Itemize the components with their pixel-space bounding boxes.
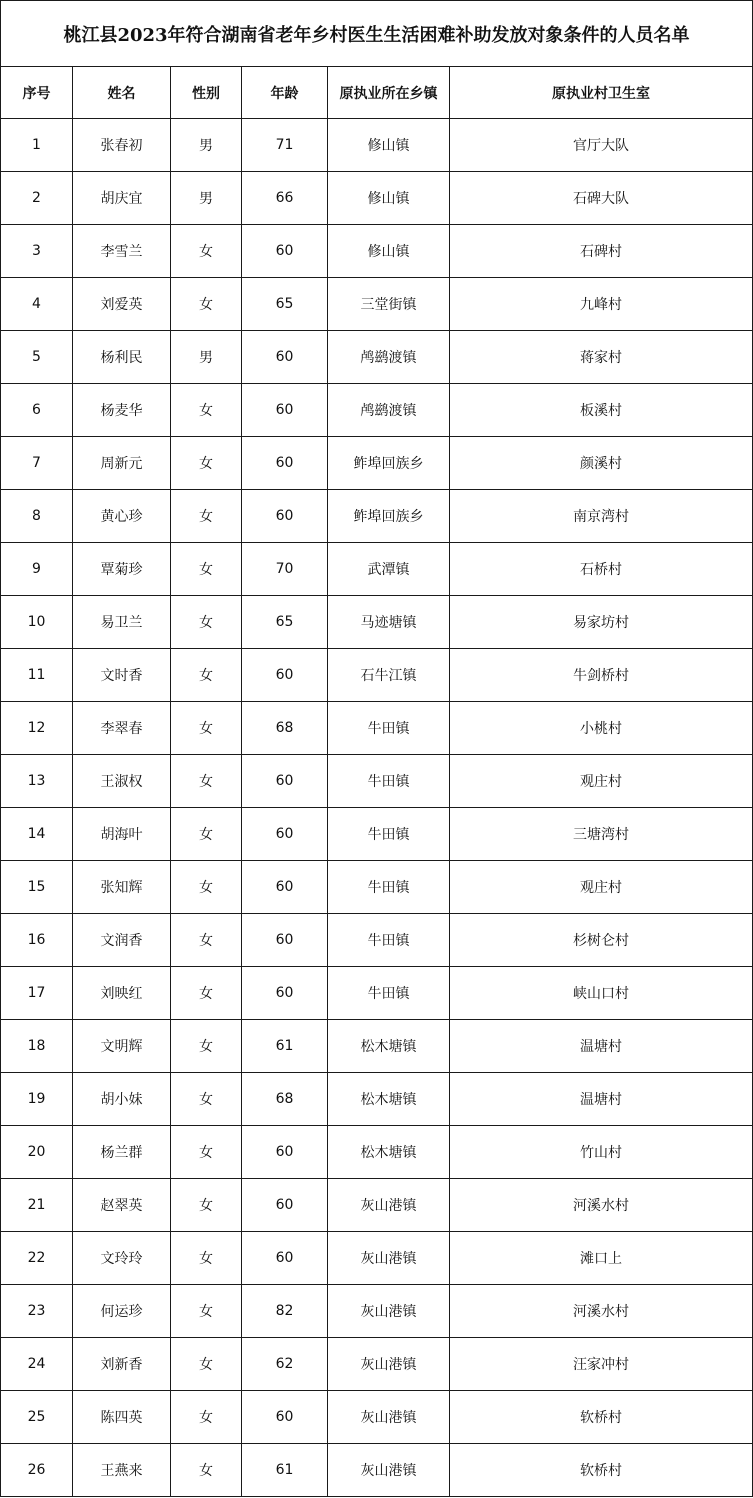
- cell-age: 60: [242, 649, 328, 702]
- cell-clinic: 观庄村: [450, 755, 753, 808]
- document-title: 桃江县2023年符合湖南省老年乡村医生生活困难补助发放对象条件的人员名单: [1, 1, 753, 67]
- cell-name: 周新元: [73, 437, 171, 490]
- cell-serial: 8: [1, 490, 73, 543]
- cell-gender: 女: [171, 1232, 242, 1285]
- cell-township: 鸬鹚渡镇: [328, 384, 450, 437]
- cell-township: 灰山港镇: [328, 1391, 450, 1444]
- table-row: [1, 1338, 753, 1391]
- column-header-name: 姓名: [73, 67, 171, 119]
- cell-township: 修山镇: [328, 172, 450, 225]
- table-row: [1, 967, 753, 1020]
- cell-gender: 女: [171, 384, 242, 437]
- table-row: [1, 1126, 753, 1179]
- cell-serial: 25: [1, 1391, 73, 1444]
- cell-gender: 女: [171, 861, 242, 914]
- cell-serial: 11: [1, 649, 73, 702]
- cell-serial: 9: [1, 543, 73, 596]
- header-row: [1, 67, 753, 119]
- cell-gender: 女: [171, 1338, 242, 1391]
- table-row: [1, 1232, 753, 1285]
- cell-age: 82: [242, 1285, 328, 1338]
- cell-age: 70: [242, 543, 328, 596]
- cell-clinic: 软桥村: [450, 1444, 753, 1497]
- cell-age: 60: [242, 331, 328, 384]
- cell-township: 灰山港镇: [328, 1179, 450, 1232]
- cell-name: 黄心珍: [73, 490, 171, 543]
- table-row: [1, 225, 753, 278]
- cell-clinic: 峡山口村: [450, 967, 753, 1020]
- cell-clinic: 河溪水村: [450, 1285, 753, 1338]
- cell-clinic: 颜溪村: [450, 437, 753, 490]
- cell-name: 胡庆宜: [73, 172, 171, 225]
- cell-serial: 20: [1, 1126, 73, 1179]
- cell-gender: 女: [171, 437, 242, 490]
- cell-name: 杨兰群: [73, 1126, 171, 1179]
- cell-clinic: 石碑大队: [450, 172, 753, 225]
- cell-age: 60: [242, 437, 328, 490]
- table-row: [1, 278, 753, 331]
- cell-serial: 6: [1, 384, 73, 437]
- cell-serial: 16: [1, 914, 73, 967]
- cell-serial: 5: [1, 331, 73, 384]
- cell-name: 刘映红: [73, 967, 171, 1020]
- cell-township: 牛田镇: [328, 861, 450, 914]
- cell-name: 赵翠英: [73, 1179, 171, 1232]
- cell-name: 文玲玲: [73, 1232, 171, 1285]
- cell-name: 文时香: [73, 649, 171, 702]
- cell-age: 60: [242, 1232, 328, 1285]
- cell-serial: 23: [1, 1285, 73, 1338]
- cell-serial: 1: [1, 119, 73, 172]
- cell-township: 鲊埠回族乡: [328, 490, 450, 543]
- cell-township: 牛田镇: [328, 914, 450, 967]
- table-row: [1, 649, 753, 702]
- cell-township: 石牛江镇: [328, 649, 450, 702]
- cell-clinic: 温塘村: [450, 1020, 753, 1073]
- cell-name: 胡海叶: [73, 808, 171, 861]
- roster-body: [1, 119, 753, 1497]
- cell-serial: 17: [1, 967, 73, 1020]
- cell-serial: 10: [1, 596, 73, 649]
- cell-name: 文明辉: [73, 1020, 171, 1073]
- cell-serial: 14: [1, 808, 73, 861]
- table-row: [1, 861, 753, 914]
- cell-age: 68: [242, 702, 328, 755]
- cell-name: 李翠春: [73, 702, 171, 755]
- cell-name: 覃菊珍: [73, 543, 171, 596]
- cell-serial: 7: [1, 437, 73, 490]
- cell-age: 60: [242, 1391, 328, 1444]
- cell-serial: 24: [1, 1338, 73, 1391]
- table-row: [1, 384, 753, 437]
- table-row: [1, 543, 753, 596]
- table-row: [1, 1444, 753, 1497]
- table-row: [1, 1285, 753, 1338]
- cell-clinic: 竹山村: [450, 1126, 753, 1179]
- cell-name: 王淑权: [73, 755, 171, 808]
- cell-age: 60: [242, 755, 328, 808]
- cell-gender: 女: [171, 278, 242, 331]
- cell-name: 王燕来: [73, 1444, 171, 1497]
- title-row: [1, 1, 753, 67]
- cell-gender: 女: [171, 1020, 242, 1073]
- cell-name: 胡小妹: [73, 1073, 171, 1126]
- table-row: [1, 1073, 753, 1126]
- column-header-gender: 性别: [171, 67, 242, 119]
- cell-name: 刘新香: [73, 1338, 171, 1391]
- cell-name: 陈四英: [73, 1391, 171, 1444]
- cell-serial: 2: [1, 172, 73, 225]
- cell-name: 刘爱英: [73, 278, 171, 331]
- cell-clinic: 石桥村: [450, 543, 753, 596]
- cell-township: 马迹塘镇: [328, 596, 450, 649]
- cell-gender: 男: [171, 331, 242, 384]
- table-row: [1, 755, 753, 808]
- cell-gender: 女: [171, 755, 242, 808]
- cell-age: 60: [242, 490, 328, 543]
- cell-serial: 18: [1, 1020, 73, 1073]
- cell-clinic: 汪家冲村: [450, 1338, 753, 1391]
- cell-serial: 19: [1, 1073, 73, 1126]
- cell-township: 松木塘镇: [328, 1126, 450, 1179]
- cell-township: 牛田镇: [328, 755, 450, 808]
- column-header-township: 原执业所在乡镇: [328, 67, 450, 119]
- cell-clinic: 南京湾村: [450, 490, 753, 543]
- cell-township: 修山镇: [328, 225, 450, 278]
- cell-clinic: 滩口上: [450, 1232, 753, 1285]
- cell-clinic: 小桃村: [450, 702, 753, 755]
- column-header-age: 年龄: [242, 67, 328, 119]
- table-row: [1, 1391, 753, 1444]
- cell-township: 灰山港镇: [328, 1444, 450, 1497]
- cell-township: 鲊埠回族乡: [328, 437, 450, 490]
- cell-name: 张春初: [73, 119, 171, 172]
- table-row: [1, 808, 753, 861]
- cell-age: 60: [242, 225, 328, 278]
- cell-age: 61: [242, 1020, 328, 1073]
- cell-age: 60: [242, 861, 328, 914]
- cell-serial: 21: [1, 1179, 73, 1232]
- cell-age: 65: [242, 278, 328, 331]
- cell-gender: 女: [171, 1179, 242, 1232]
- cell-township: 灰山港镇: [328, 1338, 450, 1391]
- cell-clinic: 石碑村: [450, 225, 753, 278]
- cell-serial: 22: [1, 1232, 73, 1285]
- cell-gender: 女: [171, 225, 242, 278]
- cell-gender: 女: [171, 596, 242, 649]
- cell-gender: 女: [171, 914, 242, 967]
- cell-serial: 13: [1, 755, 73, 808]
- cell-gender: 男: [171, 172, 242, 225]
- cell-age: 60: [242, 914, 328, 967]
- cell-gender: 女: [171, 1444, 242, 1497]
- table-row: [1, 1020, 753, 1073]
- cell-gender: 女: [171, 1126, 242, 1179]
- cell-township: 灰山港镇: [328, 1285, 450, 1338]
- column-header-clinic: 原执业村卫生室: [450, 67, 753, 119]
- cell-clinic: 杉树仑村: [450, 914, 753, 967]
- cell-township: 灰山港镇: [328, 1232, 450, 1285]
- cell-township: 三堂街镇: [328, 278, 450, 331]
- cell-gender: 女: [171, 543, 242, 596]
- table-row: [1, 1179, 753, 1232]
- cell-serial: 26: [1, 1444, 73, 1497]
- cell-township: 修山镇: [328, 119, 450, 172]
- cell-gender: 女: [171, 1391, 242, 1444]
- cell-serial: 3: [1, 225, 73, 278]
- cell-age: 60: [242, 967, 328, 1020]
- cell-gender: 男: [171, 119, 242, 172]
- cell-township: 松木塘镇: [328, 1073, 450, 1126]
- table-row: [1, 914, 753, 967]
- table-row: [1, 331, 753, 384]
- cell-name: 杨利民: [73, 331, 171, 384]
- cell-township: 鸬鹚渡镇: [328, 331, 450, 384]
- cell-serial: 15: [1, 861, 73, 914]
- cell-gender: 女: [171, 808, 242, 861]
- cell-clinic: 官厅大队: [450, 119, 753, 172]
- cell-name: 李雪兰: [73, 225, 171, 278]
- cell-township: 牛田镇: [328, 702, 450, 755]
- cell-serial: 4: [1, 278, 73, 331]
- table-row: [1, 172, 753, 225]
- cell-age: 65: [242, 596, 328, 649]
- cell-clinic: 三塘湾村: [450, 808, 753, 861]
- table-row: [1, 596, 753, 649]
- cell-gender: 女: [171, 649, 242, 702]
- cell-age: 62: [242, 1338, 328, 1391]
- cell-age: 60: [242, 808, 328, 861]
- cell-gender: 女: [171, 702, 242, 755]
- cell-age: 60: [242, 1179, 328, 1232]
- cell-clinic: 蒋家村: [450, 331, 753, 384]
- cell-gender: 女: [171, 1073, 242, 1126]
- cell-clinic: 河溪水村: [450, 1179, 753, 1232]
- table-row: [1, 119, 753, 172]
- table-row: [1, 490, 753, 543]
- cell-age: 68: [242, 1073, 328, 1126]
- cell-name: 张知辉: [73, 861, 171, 914]
- cell-name: 何运珍: [73, 1285, 171, 1338]
- cell-clinic: 观庄村: [450, 861, 753, 914]
- cell-name: 杨麦华: [73, 384, 171, 437]
- cell-name: 易卫兰: [73, 596, 171, 649]
- cell-clinic: 九峰村: [450, 278, 753, 331]
- cell-age: 60: [242, 1126, 328, 1179]
- cell-name: 文润香: [73, 914, 171, 967]
- cell-age: 71: [242, 119, 328, 172]
- cell-gender: 女: [171, 1285, 242, 1338]
- cell-clinic: 易家坊村: [450, 596, 753, 649]
- cell-clinic: 温塘村: [450, 1073, 753, 1126]
- cell-clinic: 软桥村: [450, 1391, 753, 1444]
- cell-clinic: 牛剑桥村: [450, 649, 753, 702]
- table-row: [1, 437, 753, 490]
- cell-township: 武潭镇: [328, 543, 450, 596]
- cell-age: 60: [242, 384, 328, 437]
- cell-clinic: 板溪村: [450, 384, 753, 437]
- cell-gender: 女: [171, 967, 242, 1020]
- cell-gender: 女: [171, 490, 242, 543]
- cell-township: 松木塘镇: [328, 1020, 450, 1073]
- column-header-serial: 序号: [1, 67, 73, 119]
- cell-township: 牛田镇: [328, 808, 450, 861]
- table-row: [1, 702, 753, 755]
- cell-serial: 12: [1, 702, 73, 755]
- cell-age: 66: [242, 172, 328, 225]
- cell-age: 61: [242, 1444, 328, 1497]
- cell-township: 牛田镇: [328, 967, 450, 1020]
